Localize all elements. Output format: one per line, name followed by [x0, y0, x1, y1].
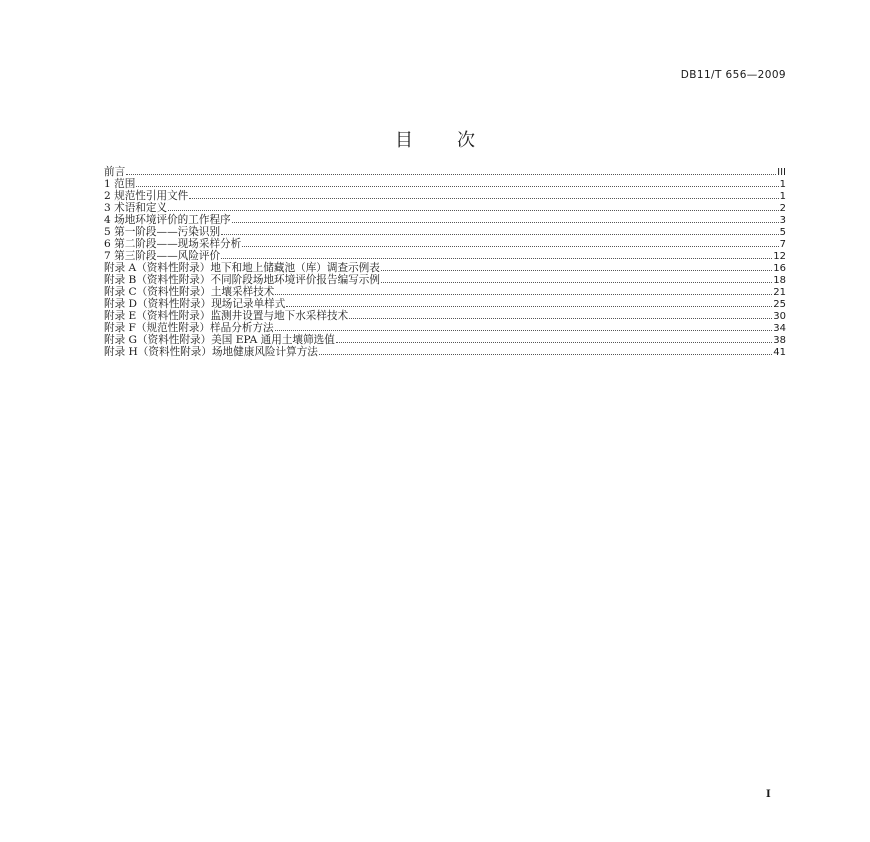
toc-leader-dots	[126, 166, 776, 175]
toc-entry[interactable]	[104, 238, 786, 250]
toc-entry-page: 2	[779, 203, 786, 214]
toc-entry[interactable]	[104, 298, 786, 310]
toc-entry-page: 21	[773, 287, 786, 298]
toc-leader-dots	[242, 238, 778, 247]
toc-entry-label: 附录 B（资料性附录）不同阶段场地环境评价报告编写示例	[104, 274, 380, 286]
toc-entry-page: 12	[773, 251, 786, 262]
toc-entry[interactable]	[104, 286, 786, 298]
toc-entry[interactable]	[104, 322, 786, 334]
toc-entry-page: 16	[773, 263, 786, 274]
page-number: I	[766, 789, 771, 800]
toc-leader-dots	[221, 226, 779, 235]
document-code: DB11/T 656—2009	[680, 69, 786, 81]
toc-title: 目次	[395, 130, 519, 151]
toc-entry-label: 6 第二阶段——现场采样分析	[104, 238, 242, 250]
toc-entry-label: 1 范围	[104, 178, 136, 190]
toc-entry-page: III	[777, 167, 786, 178]
toc-entry[interactable]	[104, 274, 786, 286]
toc-entry[interactable]	[104, 334, 786, 346]
toc-entry-label: 附录 F（规范性附录）样品分析方法	[104, 322, 274, 334]
toc-entry-page: 3	[779, 215, 786, 226]
toc-entry-page: 1	[779, 191, 786, 202]
toc-leader-dots	[319, 346, 772, 355]
toc-entry[interactable]	[104, 190, 786, 202]
toc-entry-page: 7	[779, 239, 786, 250]
toc-leader-dots	[336, 334, 772, 343]
toc-entry-label: 2 规范性引用文件	[104, 190, 189, 202]
toc-leader-dots	[189, 190, 778, 199]
toc-entry-page: 25	[773, 299, 786, 310]
toc-entry[interactable]	[104, 166, 786, 178]
toc-entry[interactable]	[104, 178, 786, 190]
toc-leader-dots	[286, 298, 772, 307]
toc-entry[interactable]	[104, 214, 786, 226]
toc-leader-dots	[275, 286, 772, 295]
toc-leader-dots	[381, 274, 772, 283]
toc-leader-dots	[221, 250, 772, 259]
toc-entry-label: 附录 A（资料性附录）地下和地上储藏池（库）调查示例表	[104, 262, 380, 274]
toc-entry-page: 34	[773, 323, 786, 334]
toc-entry-page: 30	[773, 311, 786, 322]
toc-entry-page: 1	[779, 179, 786, 190]
toc-entry[interactable]	[104, 346, 786, 358]
toc-leader-dots	[349, 310, 772, 319]
toc-entry[interactable]	[104, 226, 786, 238]
toc-leader-dots	[136, 178, 778, 187]
toc-entry-label: 附录 G（资料性附录）美国 EPA 通用土壤筛选值	[104, 334, 335, 346]
toc-entry[interactable]	[104, 202, 786, 214]
toc-leader-dots	[275, 322, 773, 331]
table-of-contents	[104, 166, 786, 358]
toc-leader-dots	[168, 202, 779, 211]
toc-entry-label: 附录 C（资料性附录）土壤采样技术	[104, 286, 275, 298]
toc-entry-page: 5	[779, 227, 786, 238]
toc-entry-label: 7 第三阶段——风险评价	[104, 250, 221, 262]
toc-entry-page: 38	[773, 335, 786, 346]
toc-entry-page: 41	[773, 347, 786, 358]
toc-entry-label: 附录 D（资料性附录）现场记录单样式	[104, 298, 286, 310]
toc-entry-label: 前言	[104, 166, 126, 178]
toc-entry-label: 5 第一阶段——污染识别	[104, 226, 221, 238]
toc-entry[interactable]	[104, 262, 786, 274]
toc-entry-label: 附录 H（资料性附录）场地健康风险计算方法	[104, 346, 318, 358]
toc-entry[interactable]	[104, 250, 786, 262]
toc-entry[interactable]	[104, 310, 786, 322]
toc-entry-label: 4 场地环境评价的工作程序	[104, 214, 231, 226]
toc-leader-dots	[381, 262, 772, 271]
toc-entry-page: 18	[773, 275, 786, 286]
toc-leader-dots	[232, 214, 779, 223]
toc-entry-label: 3 术语和定义	[104, 202, 168, 214]
toc-entry-label: 附录 E（资料性附录）监测井设置与地下水采样技术	[104, 310, 349, 322]
